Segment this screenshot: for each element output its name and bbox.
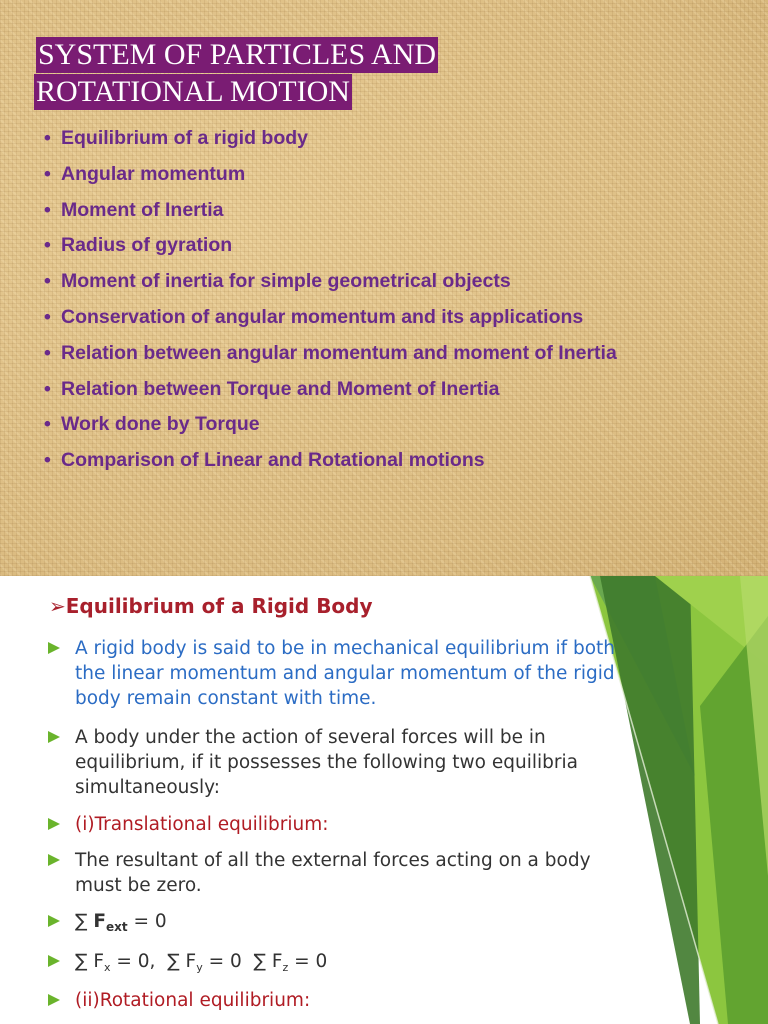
topic-list — [44, 121, 617, 479]
topic-item: • Relation between angular momentum and moment of Inertia — [44, 336, 617, 372]
topic-item: • Conservation of angular momentum and its applications — [44, 300, 617, 336]
topic-item: • Angular momentum — [44, 157, 617, 193]
bullet-dot-icon: • — [44, 305, 51, 328]
green-arrow-bullet-icon — [48, 642, 60, 654]
topic-item: • Relation between Torque and Moment of Inertia — [44, 372, 617, 408]
topic-item: • Equilibrium of a rigid body — [44, 121, 617, 157]
bullet-dot-icon: • — [44, 234, 51, 257]
green-arrow-bullet-icon — [48, 854, 60, 866]
topic-item: • Moment of inertia for simple geometrical objects — [44, 264, 617, 300]
bullet-dot-icon: • — [44, 341, 51, 364]
bullet-dot-icon: • — [44, 377, 51, 400]
bullet-dot-icon: • — [44, 162, 51, 185]
topic-item: • Radius of gyration — [44, 228, 617, 264]
topic-item: • Moment of Inertia — [44, 193, 617, 229]
slide-title-line-2: ROTATIONAL MOTION — [36, 75, 350, 108]
green-arrow-bullet-icon — [48, 818, 60, 830]
green-arrow-bullet-icon — [48, 994, 60, 1006]
green-arrow-bullet-icon — [48, 915, 60, 927]
slide-title-line-1: SYSTEM OF PARTICLES AND — [38, 38, 437, 71]
slide-2-equilibrium: ➢Equilibrium of a Rigid Body A rigid body is said to be in mechanical equilibrium if both the linear momentum and angular momentum of the rigid body remain constant with time. A body under the action of several forces will be in equilibrium, if it possesses the following two equilibria simultaneously: (i)Translational equilibrium: The resultant of all the external forces acting on a body must be zero. ∑ $F_{ext} = 0$ ∑ $F_x = 0$, ∑ $F_y = 0$ ∑ $F_z = 0$ (ii)Rotational equilibrium: — [0, 576, 768, 1024]
bullet-dot-icon: • — [44, 413, 51, 436]
bullet-dot-icon: • — [44, 127, 51, 149]
topic-item: • Comparison of Linear and Rotational motions — [44, 443, 617, 479]
topic-item: • Work done by Torque — [44, 407, 617, 443]
green-arrow-bullet-icon — [48, 731, 60, 743]
bullet-dot-icon: • — [44, 449, 51, 472]
slide-heading: ➢Equilibrium of a Rigid Body — [49, 594, 373, 618]
bullet-dot-icon: • — [44, 198, 51, 221]
green-arrow-bullet-icon — [48, 955, 60, 967]
bullet-dot-icon: • — [44, 270, 51, 293]
